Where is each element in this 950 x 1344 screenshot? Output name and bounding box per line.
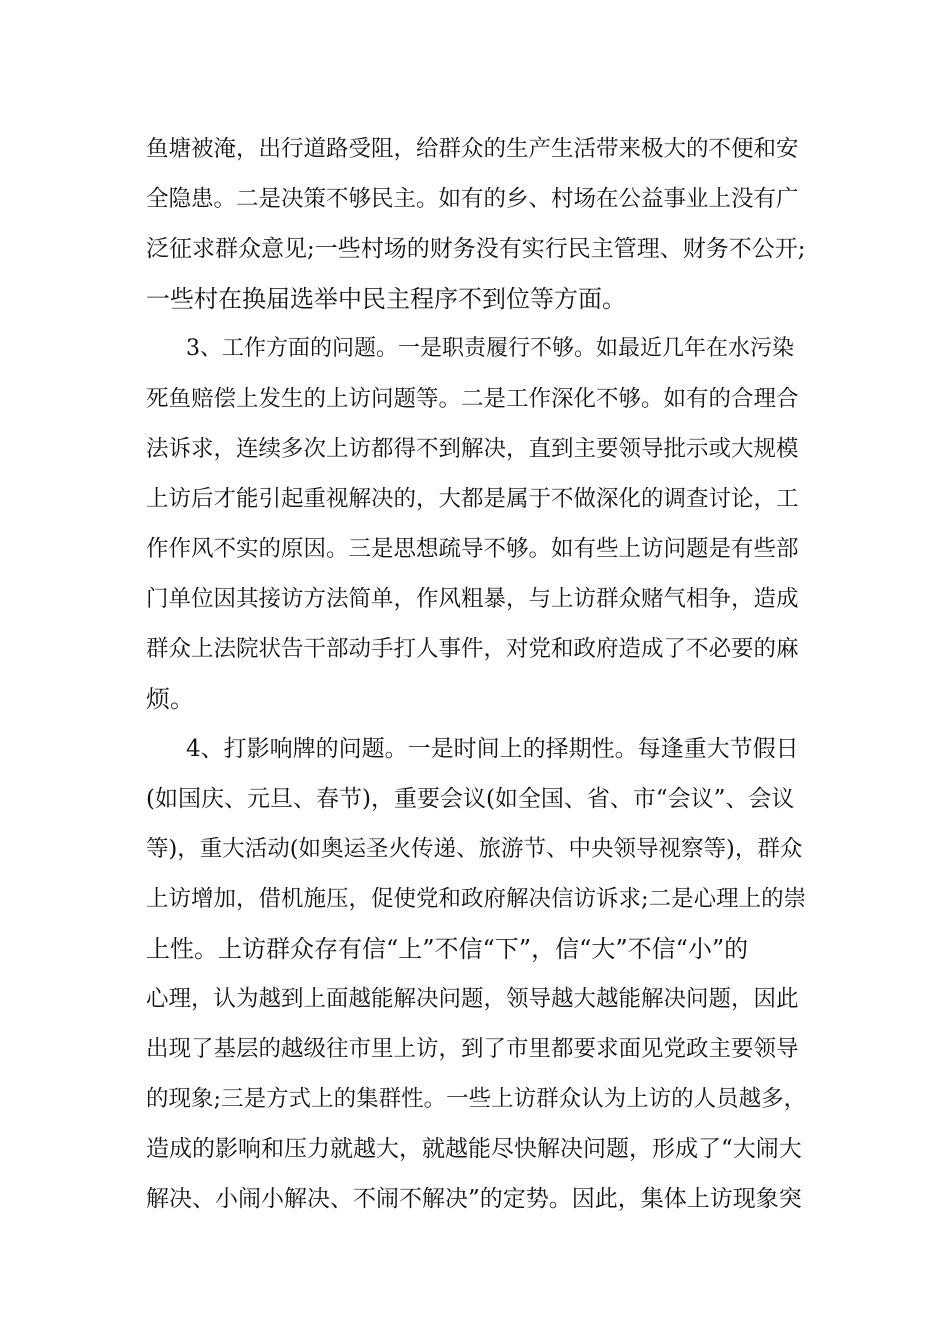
text-line: 上访后才能引起重视解决的，大都是属于不做深化的调查讨论，工 [146,486,799,512]
text-line: 鱼塘被淹，出行道路受阻，给群众的生产生活带来极大的不便和安 [146,136,799,162]
text-line: 上访增加，借机施压，促使党和政府解决信访诉求;二是心理上的崇 [146,886,807,912]
text-line: 死鱼赔偿上发生的上访问题等。二是工作深化不够。如有的合理合 [146,386,799,412]
text-line: (如国庆、元旦、春节)，重要会议(如全国、省、市“会议”、会议 [146,786,795,812]
text-line: 全隐患。二是决策不够民主。如有的乡、村场在公益事业上没有广 [146,186,799,212]
text-line: 门单位因其接访方法简单，作风粗暴，与上访群众赌气相争，造成 [146,586,799,612]
text-line: 解决、小闹小解决、不闹不解决”的定势。因此，集体上访现象突 [146,1186,802,1212]
text-line: 出现了基层的越级往市里上访，到了市里都要求面见党政主要领导 [146,1036,799,1062]
text-line: 等)，重大活动(如奥运圣火传递、旅游节、中央领导视察等)，群众 [146,836,803,862]
text-line: 4、打影响牌的问题。一是时间上的择期性。每逢重大节假日 [186,736,799,762]
text-line: 心理，认为越到上面越能解决问题，领导越大越能解决问题，因此 [146,986,799,1012]
text-line: 一些村在换届选举中民主程序不到位等方面。 [146,285,626,313]
text-line: 的现象;三是方式上的集群性。一些上访群众认为上访的人员越多， [146,1086,807,1112]
text-line: 上性。上访群众存有信“上”不信“下”，信“大”不信“小”的 [146,935,749,963]
text-line: 法诉求，连续多次上访都得不到解决，直到主要领导批示或大规模 [146,436,799,462]
text-line: 群众上法院状告干部动手打人事件，对党和政府造成了不必要的麻 [146,636,799,662]
text-line: 烦。 [146,685,194,713]
text-line: 造成的影响和压力就越大，就越能尽快解决问题，形成了“大闹大 [146,1136,802,1162]
text-line: 作作风不实的原因。三是思想疏导不够。如有些上访问题是有些部 [146,536,799,562]
text-line: 3、工作方面的问题。一是职责履行不够。如最近几年在水污染 [186,336,794,361]
text-line: 泛征求群众意见;一些村场的财务没有实行民主管理、财务不公开; [146,236,806,262]
